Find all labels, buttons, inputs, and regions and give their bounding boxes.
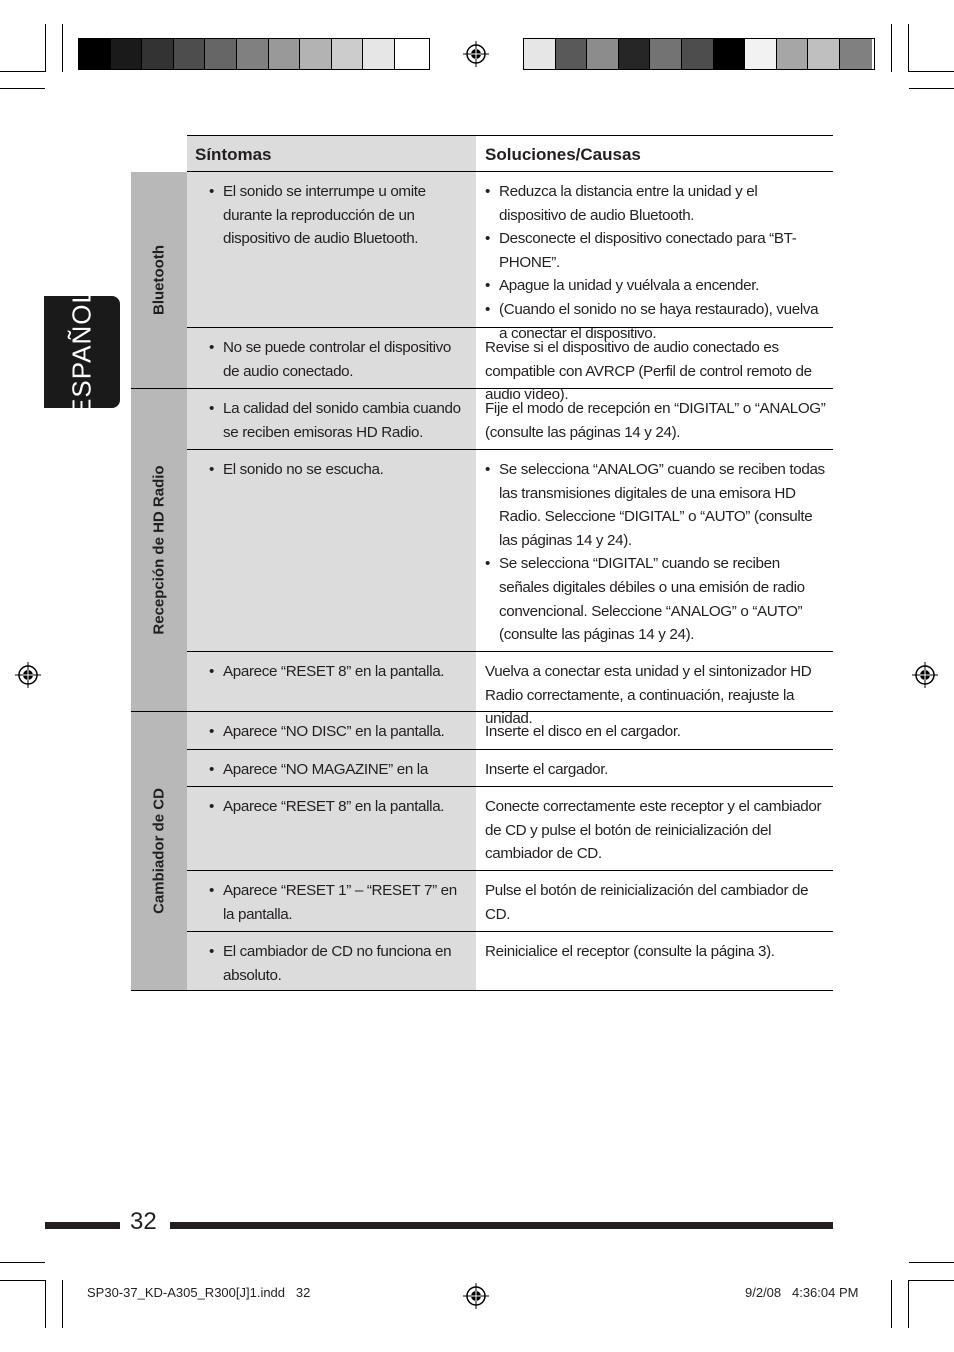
solution-cell: Inserte el cargador. bbox=[485, 761, 609, 778]
crop-mark bbox=[908, 1280, 909, 1328]
section-cd-changer bbox=[131, 712, 833, 991]
color-swatch bbox=[650, 39, 682, 69]
crop-mark bbox=[891, 1280, 892, 1328]
header-symptoms: Síntomas bbox=[187, 136, 476, 171]
symptom-item: • El sonido se interrumpe u omite durante la reproducción de un dispositivo de audio Bluetooth. bbox=[209, 180, 468, 251]
table-header bbox=[187, 135, 833, 172]
solution-item: • Se selecciona “DIGITAL” cuando se reciben señales digitales débiles o una emisión de radio convencional. Seleccione “ANALOG” o “AUTO” (consulte las páginas 14 y 24). bbox=[485, 552, 827, 646]
solution-cell: Revise si el dispositivo de audio conectado es compatible con AVRCP (Perfil de control remoto de audio vídeo). bbox=[485, 339, 812, 404]
color-swatch bbox=[745, 39, 777, 69]
symptom-item: • No se puede controlar el dispositivo de audio conectado. bbox=[209, 336, 468, 383]
table-row bbox=[187, 327, 833, 404]
table-row bbox=[187, 651, 833, 728]
color-swatch bbox=[714, 39, 746, 69]
symptom-cell bbox=[187, 871, 476, 931]
section-label bbox=[131, 172, 187, 388]
crop-mark bbox=[62, 1280, 63, 1328]
color-swatch bbox=[619, 39, 651, 69]
color-bar-right bbox=[523, 38, 875, 70]
section-label-text: Bluetooth bbox=[150, 245, 168, 315]
page-number-bar-left bbox=[45, 1222, 120, 1229]
solution-item: • Reduzca la distancia entre la unidad y el dispositivo de audio Bluetooth. bbox=[485, 180, 827, 227]
table-row bbox=[187, 712, 833, 749]
symptom-cell bbox=[187, 450, 476, 651]
crop-mark bbox=[0, 1280, 45, 1281]
crop-mark bbox=[45, 24, 46, 72]
color-swatch bbox=[777, 39, 809, 69]
color-swatch bbox=[682, 39, 714, 69]
color-swatch bbox=[79, 39, 111, 69]
symptom-item: • Aparece “NO DISC” en la pantalla. bbox=[209, 720, 468, 744]
symptom-item: • Aparece “RESET 1” – “RESET 7” en la pantalla. bbox=[209, 879, 468, 926]
table-row bbox=[187, 786, 833, 870]
solution-cell bbox=[476, 450, 833, 651]
page-number: 32 bbox=[130, 1208, 157, 1235]
color-swatch bbox=[174, 39, 206, 69]
color-swatch bbox=[556, 39, 588, 69]
registration-mark-icon bbox=[463, 41, 489, 67]
crop-mark bbox=[0, 71, 45, 72]
section-bluetooth bbox=[131, 172, 833, 404]
crop-mark bbox=[908, 24, 909, 72]
section-label-text: Cambiador de CD bbox=[150, 788, 168, 914]
table-row bbox=[187, 931, 833, 990]
color-swatch bbox=[524, 39, 556, 69]
color-swatch bbox=[269, 39, 301, 69]
color-swatch bbox=[332, 39, 364, 69]
symptom-item: • El sonido no se escucha. bbox=[209, 458, 468, 482]
symptom-item: • Aparece “RESET 8” en la pantalla. bbox=[209, 660, 468, 684]
color-swatch bbox=[840, 39, 872, 69]
symptom-cell bbox=[187, 932, 476, 990]
solution-cell: Inserte el disco en el cargador. bbox=[485, 723, 681, 740]
solution-item: • (Cuando el sonido no se haya restaurado), vuelva a conectar el dispositivo. bbox=[485, 298, 827, 345]
language-tab-label: ESPAÑOL bbox=[66, 288, 97, 416]
table-row bbox=[187, 172, 833, 342]
solution-item: • Apague la unidad y vuélvala a encender. bbox=[485, 274, 827, 298]
slug-timestamp: 9/2/08 4:36:04 PM bbox=[745, 1285, 859, 1300]
registration-mark-icon bbox=[912, 662, 938, 688]
symptom-item: • La calidad del sonido cambia cuando se reciben emisoras HD Radio. bbox=[209, 397, 468, 444]
crop-mark bbox=[909, 71, 954, 72]
solution-cell bbox=[476, 172, 833, 342]
crop-mark bbox=[909, 1280, 954, 1281]
color-swatch bbox=[808, 39, 840, 69]
symptom-cell bbox=[187, 787, 476, 870]
color-swatch bbox=[363, 39, 395, 69]
crop-mark bbox=[0, 1262, 45, 1263]
symptom-cell bbox=[187, 712, 476, 749]
solution-item: • Desconecte el dispositivo conectado para “BT-PHONE”. bbox=[485, 227, 827, 274]
crop-mark bbox=[909, 1262, 954, 1263]
section-label-text: Recepción de HD Radio bbox=[150, 465, 168, 635]
table-row bbox=[187, 449, 833, 651]
page-number-bar-right bbox=[170, 1222, 833, 1229]
symptom-cell bbox=[187, 750, 476, 786]
color-bar-left bbox=[78, 38, 430, 70]
section-label bbox=[131, 389, 187, 711]
solution-cell: Pulse el botón de reinicialización del cambiador de CD. bbox=[485, 882, 809, 923]
slug-file-info: SP30-37_KD-A305_R300[J]1.indd 32 bbox=[87, 1285, 311, 1300]
color-swatch bbox=[237, 39, 269, 69]
solution-item: • Se selecciona “ANALOG” cuando se reciben todas las transmisiones digitales de una emisora HD Radio. Seleccione “DIGITAL” o “AUTO” (consulte las páginas 14 y 24). bbox=[485, 458, 827, 552]
crop-mark bbox=[62, 24, 63, 72]
color-swatch bbox=[142, 39, 174, 69]
symptom-item: • El cambiador de CD no funciona en absoluto. bbox=[209, 940, 468, 987]
registration-mark-icon bbox=[15, 662, 41, 688]
symptom-cell bbox=[187, 652, 476, 711]
symptom-cell bbox=[187, 328, 476, 388]
color-swatch bbox=[111, 39, 143, 69]
color-swatch bbox=[205, 39, 237, 69]
solution-cell: Fije el modo de recepción en “DIGITAL” o “ANALOG” (consulte las páginas 14 y 24). bbox=[485, 400, 826, 441]
symptom-cell bbox=[187, 172, 476, 327]
section-hd-radio bbox=[131, 389, 833, 728]
color-swatch bbox=[587, 39, 619, 69]
color-swatch bbox=[395, 39, 427, 69]
solution-cell: Vuelva a conectar esta unidad y el sintonizador HD Radio correctamente, a continuación, reajuste la unidad. bbox=[485, 663, 812, 728]
section-label bbox=[131, 712, 187, 990]
registration-mark-icon bbox=[463, 1283, 489, 1309]
symptom-item: • Aparece “RESET 8” en la pantalla. bbox=[209, 795, 468, 819]
crop-mark bbox=[45, 1280, 46, 1328]
symptom-item: • Aparece “NO MAGAZINE” en la bbox=[209, 758, 468, 805]
crop-mark bbox=[909, 88, 954, 89]
crop-mark bbox=[891, 24, 892, 72]
crop-mark bbox=[0, 88, 45, 89]
solution-cell: Reinicialice el receptor (consulte la página 3). bbox=[485, 943, 775, 960]
table-row bbox=[187, 749, 833, 786]
symptom-cell bbox=[187, 389, 476, 449]
table-row bbox=[187, 870, 833, 931]
language-tab bbox=[44, 288, 120, 416]
header-solutions: Soluciones/Causas bbox=[485, 145, 641, 164]
color-swatch bbox=[300, 39, 332, 69]
table-row bbox=[187, 389, 833, 449]
solution-cell: Conecte correctamente este receptor y el cambiador de CD y pulse el botón de reinicialización del cambiador de CD. bbox=[485, 798, 822, 863]
